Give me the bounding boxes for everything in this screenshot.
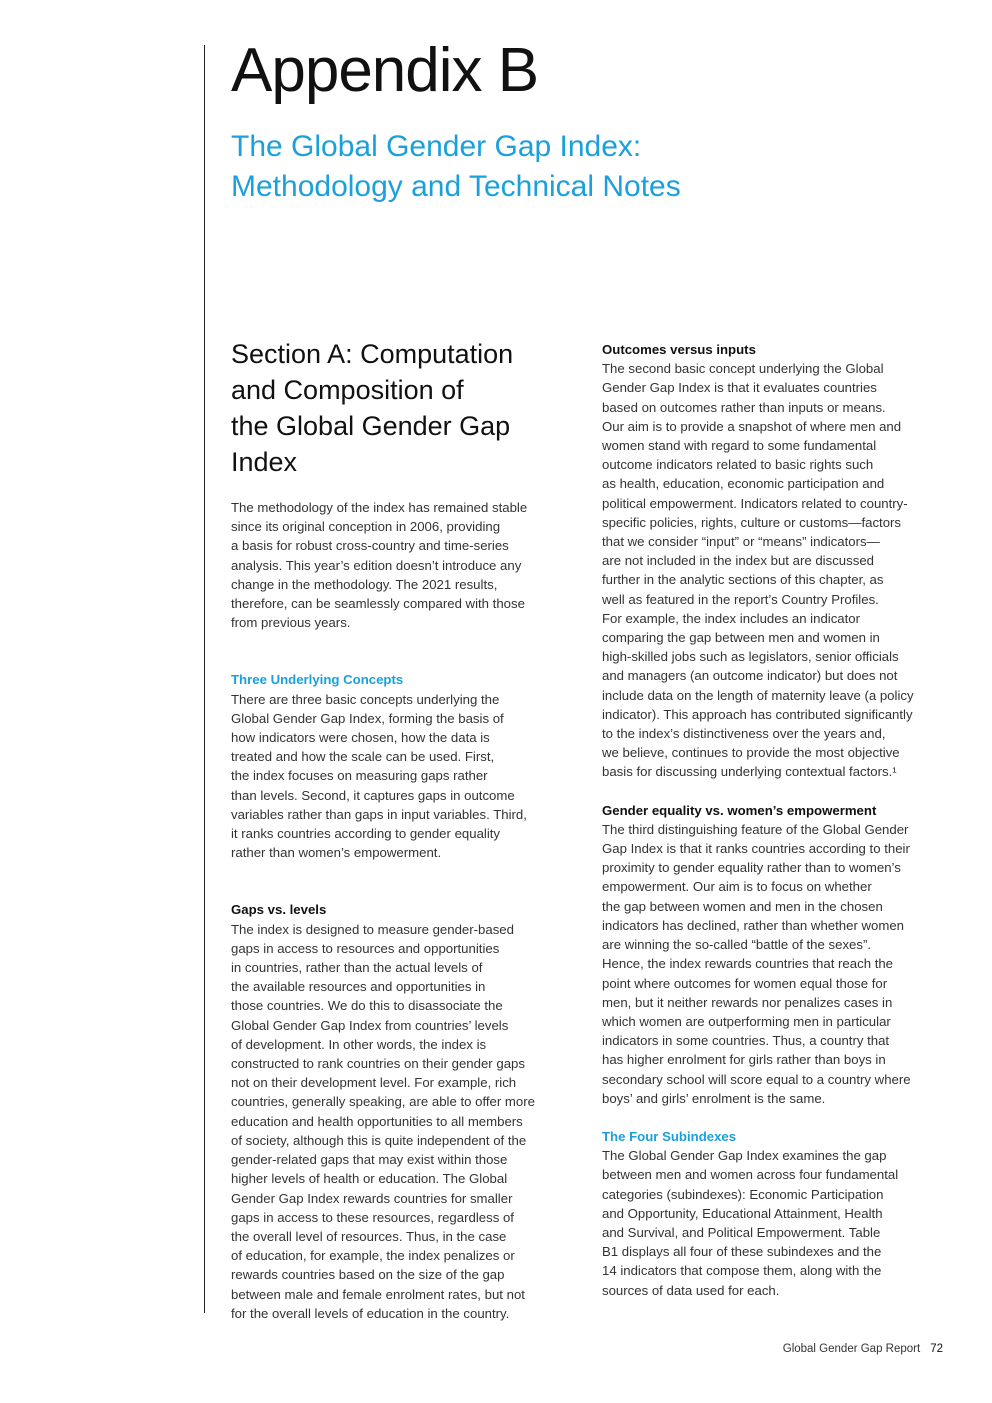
text-line: of development. In other words, the index is [231,1036,487,1052]
concepts-paragraph [231,690,576,863]
text-line: in countries, rather than the actual levels of [231,960,483,976]
text-line: the index focuses on measuring gaps rather [231,768,488,784]
text-line: There are three basic concepts underlying the [231,691,500,707]
gaps-heading: Gaps vs. levels [231,902,327,918]
page-subtitle [231,127,681,207]
text-line: political empowerment. Indicators related to country- [602,495,908,511]
text-line: analysis. This year’s edition doesn’t introduce any [231,557,522,573]
text-line: further in the analytic sections of this chapter, as [602,572,884,588]
text-line: B1 displays all four of these subindexes and the [602,1244,882,1260]
text-line: of education, for example, the index penalizes or [231,1248,515,1264]
text-line: indicators in some countries. Thus, a country that [602,1033,890,1049]
text-line: Our aim is to provide a snapshot of where men and [602,418,902,434]
text-line: gender-related gaps that may exist within those [231,1152,508,1168]
section-heading-line: the Global Gender Gap [231,411,511,441]
text-line: comparing the gap between men and women in [602,630,880,646]
text-line: countries, generally speaking, are able to offer more [231,1094,535,1110]
text-line: therefore, can be seamlessly compared with those [231,596,525,612]
text-line: categories (subindexes): Economic Participation [602,1186,884,1202]
text-line: outcome indicators related to basic rights such [602,457,874,473]
text-line: The second basic concept underlying the Global [602,361,884,377]
concepts-heading: Three Underlying Concepts [231,672,404,688]
text-line: include data on the length of maternity leave (a policy [602,687,914,703]
text-line: a basis for robust cross-country and time-series [231,538,509,554]
text-line: between men and women across four fundamental [602,1167,899,1183]
footer-report-name: Global Gender Gap Report [782,1343,921,1355]
text-line: we believe, continues to provide the most objective [602,745,900,761]
text-line: are not included in the index but are discussed [602,553,874,569]
text-line: treated and how the scale can be used. First, [231,749,495,765]
text-line: education and health opportunities to all members [231,1113,523,1129]
text-line: empowerment. Our aim is to focus on whether [602,879,872,895]
text-line: and Survival, and Political Empowerment. Table [602,1224,881,1240]
text-line: higher levels of health or education. The Global [231,1171,508,1187]
text-line: it ranks countries according to gender equality [231,826,501,842]
text-line: Hence, the index rewards countries that reach the [602,956,894,972]
text-line: rather than women’s empowerment. [231,845,442,861]
subindexes-paragraph [602,1146,952,1300]
text-line: and Opportunity, Educational Attainment, Health [602,1205,883,1221]
text-line: high-skilled jobs such as legislators, senior officials [602,649,899,665]
text-line: women stand with regard to some fundamental [602,438,877,454]
text-line: not on their development level. For example, rich [231,1075,517,1091]
text-line: how indicators were chosen, how the data is [231,730,490,746]
left-column [231,336,576,1323]
text-line: The methodology of the index has remained stable [231,500,528,515]
text-line: those countries. We do this to disassociate the [231,998,503,1014]
text-line: between male and female enrolment rates, but not [231,1286,525,1302]
text-line: than levels. Second, it captures gaps in outcome [231,787,515,803]
intro-paragraph [231,498,576,632]
text-line: which women are outperforming men in particular [602,1013,891,1029]
text-line: Global Gender Gap Index from countries’ levels [231,1017,509,1033]
text-line: of society, although this is quite independent of the [231,1132,527,1148]
text-line: sources of data used for each. [602,1282,780,1298]
text-line: basis for discussing underlying contextual factors.¹ [602,764,897,780]
text-line: 14 indicators that compose them, along with the [602,1263,882,1279]
text-line: gaps in access to resources and opportunities [231,940,500,956]
vertical-rule [204,45,205,1313]
text-line: the gap between women and men in the chosen [602,898,883,914]
text-line: specific policies, rights, culture or customs—factors [602,514,902,530]
section-heading-line: and Composition of [231,375,464,405]
equality-paragraph [602,820,952,1108]
text-line: Gender Gap Index rewards countries for smaller [231,1190,513,1206]
text-line: are winning the so-called “battle of the sexes”. [602,937,872,953]
page-number: 72 [930,1343,943,1355]
text-line: Gap Index is that it ranks countries according to their [602,841,910,857]
text-line: The index is designed to measure gender-based [231,921,514,937]
text-line: Global Gender Gap Index, forming the basis of [231,710,504,726]
gaps-paragraph [231,920,576,1323]
text-line: constructed to rank countries on their gender gaps [231,1056,525,1072]
page-footer [783,1343,943,1355]
subtitle-line: Methodology and Technical Notes [231,170,681,203]
subindexes-heading: The Four Subindexes [602,1128,737,1144]
section-heading [231,336,576,480]
text-line: point where outcomes for women equal those for [602,975,888,991]
subtitle-line: The Global Gender Gap Index: [231,130,642,163]
text-line: well as featured in the report’s Country Profiles. [602,591,879,607]
text-line: boys’ and girls’ enrolment is the same. [602,1090,826,1106]
text-line: The Global Gender Gap Index examines the gap [602,1148,887,1164]
text-line: change in the methodology. The 2021 results, [231,576,498,592]
text-line: variables rather than gaps in input variables. Third, [231,806,527,822]
section-heading-line: Index [231,447,298,477]
text-line: based on outcomes rather than inputs or means. [602,399,886,415]
text-line: The third distinguishing feature of the Global Gender [602,821,909,837]
outcomes-paragraph [602,359,952,781]
page-title: Appendix B [231,36,539,105]
text-line: that we consider “input” or “means” indicators— [602,534,880,550]
outcomes-heading: Outcomes versus inputs [602,342,756,357]
right-column [602,340,952,1300]
text-line: for the overall levels of education in the country. [231,1305,510,1321]
text-line: since its original conception in 2006, providing [231,519,501,535]
text-line: to the index’s distinctiveness over the years and, [602,726,886,742]
equality-heading: Gender equality vs. women’s empowerment [602,802,877,818]
section-heading-line: Section A: Computation [231,339,514,369]
text-line: the overall level of resources. Thus, in the case [231,1228,507,1244]
text-line: rewards countries based on the size of the gap [231,1267,505,1283]
text-line: For example, the index includes an indicator [602,610,861,626]
text-line: has higher enrolment for girls rather than boys in [602,1052,886,1068]
text-line: gaps in access to these resources, regardless of [231,1209,514,1225]
text-line: secondary school will score equal to a country where [602,1071,911,1087]
text-line: proximity to gender equality rather than to women’s [602,860,901,876]
text-line: men, but it neither rewards nor penalizes cases in [602,994,893,1010]
text-line: the available resources and opportunities in [231,979,486,995]
text-line: from previous years. [231,615,351,631]
text-line: Gender Gap Index is that it evaluates countries [602,380,877,396]
text-line: as health, education, economic participation and [602,476,885,492]
text-line: and managers (an outcome indicator) but does not [602,668,898,684]
text-line: indicator). This approach has contributed significantly [602,706,913,722]
text-line: indicators has declined, rather than whether women [602,917,905,933]
